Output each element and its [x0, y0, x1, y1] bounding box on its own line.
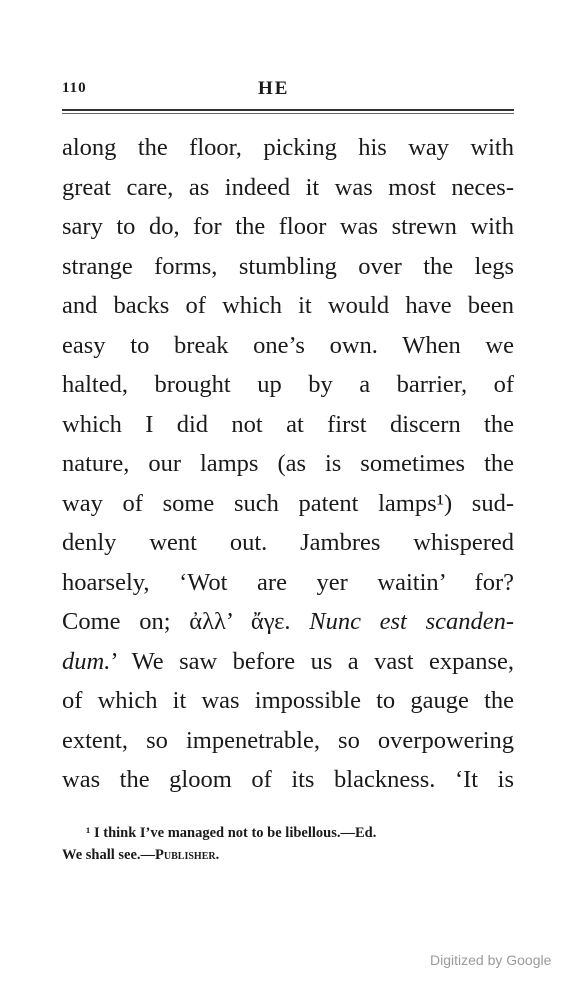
text-line: extent, so impenetrable, so overpowering [62, 726, 514, 754]
footnote-1: ¹ I think I’ve managed not to be libellous.—Ed. [86, 825, 377, 841]
text-line: and backs of which it would have been [62, 292, 514, 319]
text-line: hoarsely, ‘Wot are yer waitin’ for? [62, 568, 514, 596]
footnotes [62, 822, 514, 866]
text-line: of which it was impossible to gauge the [62, 687, 514, 714]
text-line: along the floor, picking his way with [62, 134, 514, 161]
running-title: HE [258, 78, 290, 99]
text-line: great care, as indeed it was most neces- [62, 173, 514, 201]
body-text [62, 128, 514, 800]
text-line: was the gloom of its blackness. ‘It is [62, 766, 514, 793]
text-line: which I did not at first discern the [62, 410, 514, 438]
text-line: way of some such patent lamps¹) sud- [62, 489, 514, 517]
text-line: halted, brought up by a barrier, of [62, 371, 514, 398]
text-line: easy to break one’s own. When we [62, 331, 514, 359]
text-line: denly went out. Jambres whispered [62, 529, 514, 556]
header-rule-thin [62, 113, 514, 114]
text-line: dum.’ We saw before us a vast expanse, [62, 647, 514, 675]
page-header [62, 78, 514, 102]
text-line: sary to do, for the floor was strewn with [62, 213, 514, 240]
digitized-watermark: Digitized by Google [430, 952, 552, 968]
text-line: strange forms, stumbling over the legs [62, 252, 514, 280]
page-number: 110 [62, 80, 87, 96]
text-line: nature, our lamps (as is sometimes the [62, 450, 514, 477]
header-rule [62, 109, 514, 111]
footnote-2: We shall see.—Publisher. [62, 847, 220, 863]
text-line: Come on; ἀλλ’ ἄγε. Nunc est scanden- [62, 608, 515, 635]
